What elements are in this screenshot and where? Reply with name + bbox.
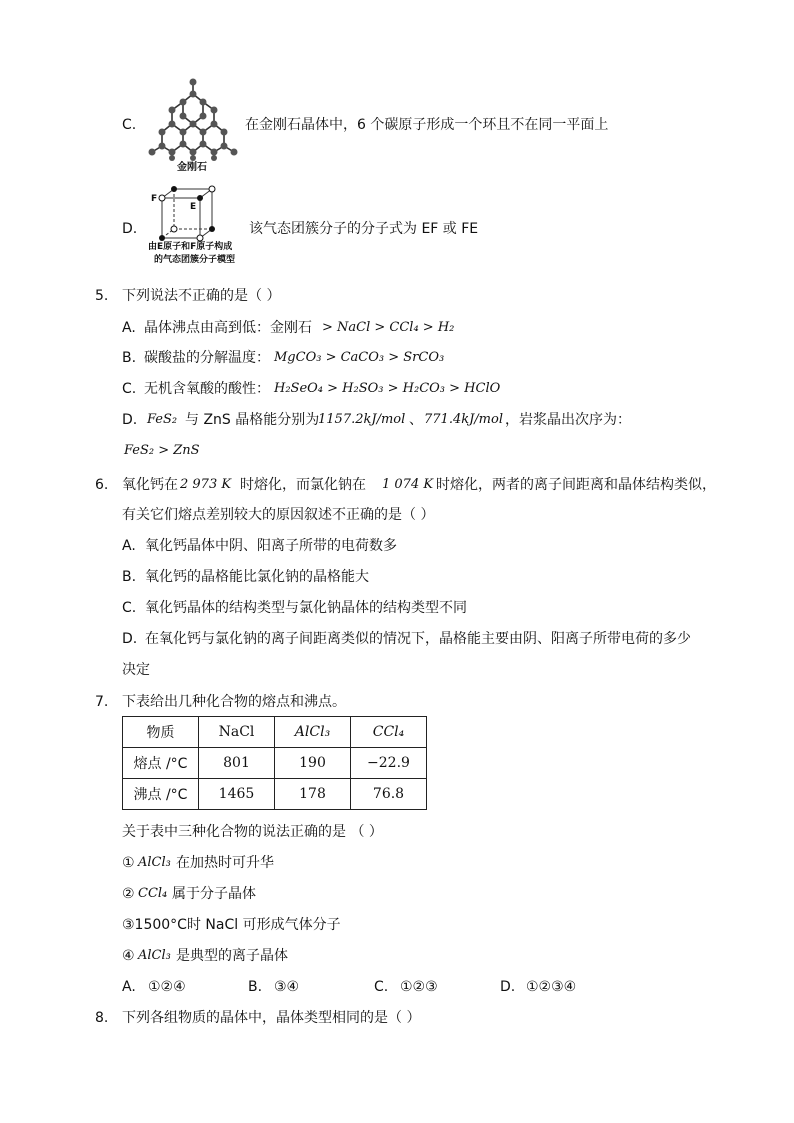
q6-stem-line2: 有关它们熔点差别较大的原因叙述不正确的是（ ）	[122, 507, 435, 523]
table-header-row	[123, 717, 427, 748]
q7-statement2-mark: ②	[122, 886, 135, 902]
q5-option-b-text: 碳酸盐的分解温度：	[144, 350, 270, 366]
q5-number: 5.	[95, 288, 109, 304]
table-header-cell: CCl₄	[351, 717, 427, 748]
q7-statement4-formula: AlCl₃	[138, 948, 171, 963]
q4-option-c-label: C.	[122, 117, 137, 133]
q8-number: 8.	[95, 1010, 109, 1026]
q7-statement1-formula: AlCl₃	[138, 855, 171, 870]
q6-option-d-text-line2: 决定	[122, 662, 150, 678]
q7-statement1-mark: ①	[122, 855, 135, 871]
q7-option-d-text: ①②③④	[526, 979, 577, 995]
q5-option-d-text2: ，岩浆晶出次序为：	[505, 412, 631, 428]
q7-statement2-text: 属于分子晶体	[172, 886, 256, 902]
table-cell: −22.9	[351, 748, 427, 779]
q7-option-a-label: A.	[122, 979, 136, 995]
cluster-caption-line2: 的气态团簇分子模型	[154, 255, 236, 265]
q7-question: 关于表中三种化合物的说法正确的是 （ ）	[122, 824, 383, 840]
q7-number: 7.	[95, 694, 109, 710]
table-cell: 76.8	[351, 779, 427, 810]
q5-option-d-label: D.	[122, 412, 138, 428]
diamond-caption: 金刚石	[177, 162, 207, 173]
q5-option-c-text: 无机含氧酸的酸性：	[144, 381, 270, 397]
q7-statement4-mark: ④	[122, 948, 135, 964]
q6-stem-part1: 氧化钙在	[122, 477, 178, 493]
q7-statement1-text: 在加热时可升华	[176, 855, 274, 871]
table-cell: 沸点 /°C	[123, 779, 199, 810]
q5-option-d-text1: 与 ZnS 晶格能分别为	[185, 412, 320, 428]
atom-f-label: F	[151, 194, 158, 204]
table-header-cell: NaCl	[199, 717, 275, 748]
q7-option-b-text: ③④	[274, 979, 300, 995]
q7-option-b-label: B.	[248, 979, 263, 995]
table-row	[123, 748, 427, 779]
q5-option-d-value2: 771.4kJ/mol	[424, 412, 503, 427]
q5-option-a-formula: > NaCl > CCl₄ > H₂	[322, 320, 455, 335]
q7-option-a-text: ①②④	[148, 979, 186, 995]
q5-option-c-label: C.	[122, 381, 137, 397]
q6-option-c-text: 氧化钙晶体的结构类型与氯化钠晶体的结构类型不同	[145, 600, 467, 616]
q6-option-a-text: 氧化钙晶体中阴、阳离子所带的电荷数多	[145, 538, 397, 554]
q7-option-c-label: C.	[374, 979, 389, 995]
q5-option-d-value1: 1157.2kJ/mol	[318, 412, 406, 427]
q5-option-d-formula2: FeS₂ > ZnS	[124, 443, 200, 458]
q5-option-a-label: A.	[122, 320, 136, 336]
q8-stem: 下列各组物质的晶体中，晶体类型相同的是（ ）	[122, 1010, 421, 1026]
melting-boiling-table	[122, 716, 427, 810]
q7-option-c-text: ①②③	[400, 979, 438, 995]
q7-option-d-label: D.	[500, 979, 516, 995]
q6-option-a-label: A.	[122, 538, 136, 554]
q5-stem: 下列说法不正确的是（ ）	[122, 288, 281, 304]
q6-stem-part3: 时熔化，两者的离子间距离和晶体结构类似，	[436, 477, 716, 493]
table-cell: 801	[199, 748, 275, 779]
table-row	[123, 779, 427, 810]
q4-option-d-label: D.	[122, 221, 138, 237]
q7-statement3: ③1500°C时 NaCl 可形成气体分子	[122, 917, 341, 933]
table-header-cell: AlCl₃	[275, 717, 351, 748]
table-header-cell: 物质	[123, 717, 199, 748]
q6-stem-part2: 时熔化，而氯化钠在	[240, 477, 366, 493]
q5-option-a-text: 晶体沸点由高到低：金刚石	[144, 320, 312, 336]
cluster-caption-line1: 由E原子和F原子构成	[148, 242, 233, 252]
q5-option-c-formula: H₂SeO₄ > H₂SO₃ > H₂CO₃ > HClO	[274, 381, 501, 396]
q6-option-b-text: 氧化钙的晶格能比氯化钠的晶格能大	[145, 569, 369, 585]
q6-temperature1: 2 973 K	[180, 477, 232, 492]
q4-option-c-text: 在金刚石晶体中，6 个碳原子形成一个环且不在同一平面上	[245, 117, 609, 133]
q4-option-d-text: 该气态团簇分子的分子式为 EF 或 FE	[249, 221, 479, 237]
q6-temperature2: 1 074 K	[382, 477, 434, 492]
q5-option-b-formula: MgCO₃ > CaCO₃ > SrCO₃	[274, 350, 445, 365]
q6-number: 6.	[95, 477, 109, 493]
q7-stem: 下表给出几种化合物的熔点和沸点。	[122, 694, 346, 710]
q7-statement4-text: 是典型的离子晶体	[176, 948, 288, 964]
q6-option-d-text: 在氧化钙与氯化钠的离子间距离类似的情况下，晶格能主要由阴、阳离子所带电荷的多少	[145, 631, 691, 647]
atom-e-label: E	[190, 202, 197, 212]
table-cell: 178	[275, 779, 351, 810]
cluster-molecule-figure	[150, 184, 220, 246]
table-cell: 熔点 /°C	[123, 748, 199, 779]
q6-option-d-label: D.	[122, 631, 138, 647]
q5-option-b-label: B.	[122, 350, 137, 366]
q6-option-c-label: C.	[122, 600, 137, 616]
q7-statement2-formula: CCl₄	[138, 886, 168, 901]
q5-option-d-separator: 、	[409, 412, 423, 428]
table-cell: 190	[275, 748, 351, 779]
q6-option-b-label: B.	[122, 569, 137, 585]
q5-option-d-formula1: FeS₂	[147, 412, 178, 427]
table-cell: 1465	[199, 779, 275, 810]
